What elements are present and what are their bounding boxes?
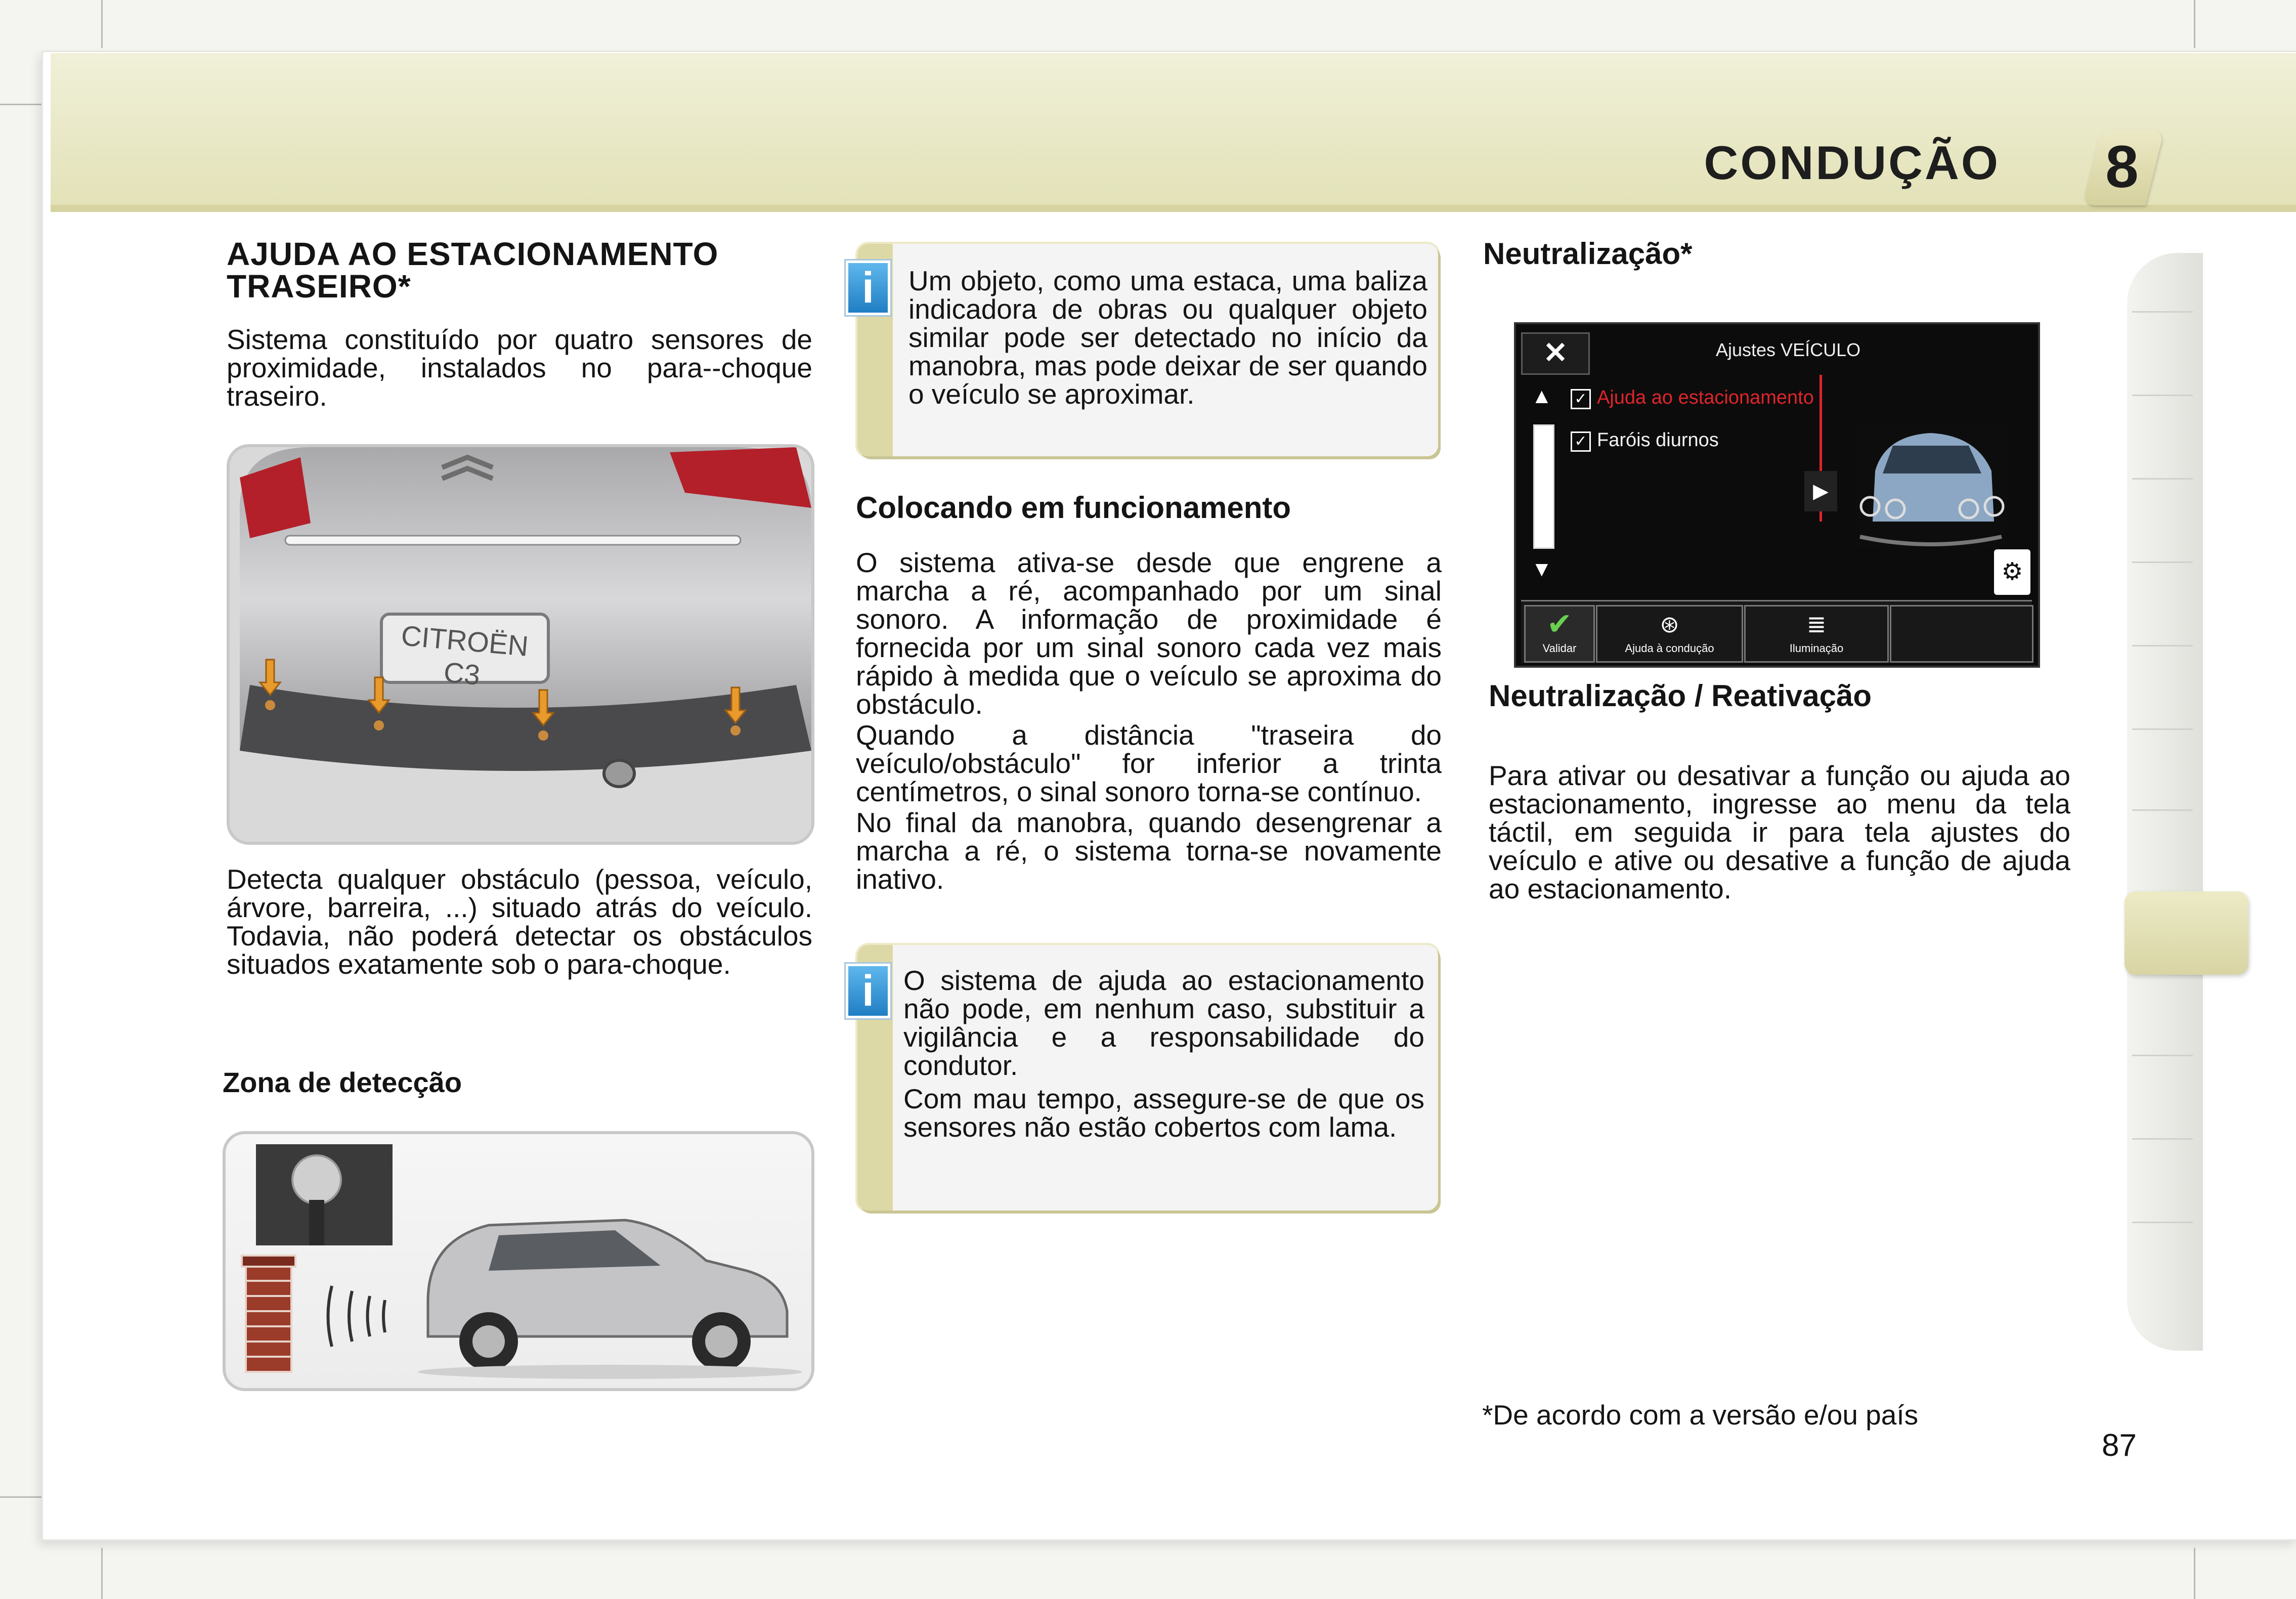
activation-paragraph-1: O sistema ativa-se desde que engrene a marcha a ré, acompanhado por um sinal sonoro. A informação de proximidade é fornecida por um sinal sonoro cada vez mais rápido à medida que o veículo se aproxima do obstáculo.	[856, 547, 1442, 720]
arrow-up-icon[interactable]: ▲	[1531, 384, 1552, 408]
edge-tab-divider	[2132, 561, 2193, 563]
steering-wheel-icon: ⊛	[1660, 611, 1679, 637]
edge-tab-divider	[2132, 478, 2193, 480]
neutralization-heading: Neutralização*	[1483, 237, 1693, 271]
edge-tab-divider	[2132, 395, 2193, 396]
activation-text	[856, 548, 1442, 893]
touchscreen-vehicle-settings	[1514, 322, 2040, 668]
model-badge: CITROËN C3	[400, 619, 530, 691]
section-title-line2: TRASEIRO*	[227, 268, 411, 305]
menu-item-parking-aid[interactable]: Ajuda ao estacionamento	[1597, 387, 1814, 408]
edge-tab-divider	[2132, 311, 2193, 313]
detection-zone-heading: Zona de detecção	[223, 1066, 462, 1098]
tab-validate[interactable]	[1524, 605, 1595, 663]
page-number: 87	[2102, 1428, 2137, 1463]
menu-item-daytime-lights[interactable]: Faróis diurnos	[1597, 429, 1719, 451]
section-title	[227, 236, 834, 305]
crop-mark	[0, 1496, 48, 1498]
tab-lighting[interactable]	[1744, 605, 1889, 663]
scrollbar[interactable]	[1533, 424, 1554, 549]
section-title-line1: AJUDA AO ESTACIONAMENTO	[227, 236, 719, 272]
play-arrow-icon[interactable]: ▶	[1804, 471, 1837, 511]
edge-tab-divider	[2132, 645, 2193, 646]
activation-paragraph-2: Quando a distância "traseira do veículo/obstáculo" for inferior a trinta centímetros, o sinal sonoro torna-se contínuo.	[856, 719, 1442, 807]
info-icon: i	[846, 261, 890, 315]
info-note-2-paragraph-2: Com mau tempo, assegure-se de que os sensores não estão cobertos com lama.	[903, 1083, 1424, 1143]
close-icon[interactable]: ✕	[1521, 332, 1590, 375]
check-icon: ✔	[1546, 607, 1573, 641]
chapter-title: CONDUÇÃO	[1704, 136, 2000, 189]
crop-mark	[2194, 0, 2195, 48]
arrow-down-icon[interactable]: ▼	[1531, 557, 1552, 581]
tab-driving-aid[interactable]	[1596, 605, 1743, 663]
crop-mark	[2194, 1548, 2195, 1599]
detection-zone-illustration	[223, 1131, 814, 1391]
info-note-text-1: Um objeto, como uma estaca, uma baliza indicadora de obras ou qualquer objeto similar pode ser detectado no início da manobra, mas pode deixar de ser quando o veículo se aproximar.	[908, 265, 1427, 410]
info-note-text-2	[903, 966, 1424, 1141]
info-note-2-paragraph-1: O sistema de ajuda ao estacionamento não pode, em nenhum caso, substituir a vigilância e a responsabilidade do condutor.	[903, 965, 1424, 1081]
intro-text: Sistema constituído por quatro sensores de proximidade, instalados no para--choque traseiro.	[227, 324, 812, 412]
edge-thumb-tabs	[2127, 253, 2203, 1351]
headlight-icon: ≣	[1806, 611, 1827, 637]
car-detection-diagram	[226, 1134, 811, 1388]
neutralization-text: Para ativar ou desativar a função ou ajuda ao estacionamento, ingresse ao menu da tela táctil, em seguida ir para tela ajustes do veículo e ative ou desative a função de ajuda ao estacionamento.	[1489, 760, 2070, 904]
tab-driving-aid-label: Ajuda à condução	[1625, 642, 1714, 655]
crop-mark	[101, 0, 103, 48]
checkbox-icon[interactable]: ✓	[1571, 389, 1591, 409]
edge-tab-divider	[2132, 1138, 2193, 1140]
tab-empty	[1890, 605, 2033, 663]
detection-text: Detecta qualquer obstáculo (pessoa, veículo, árvore, barreira, ...) situado atrás do veículo. Todavia, não poderá detectar os obstáculos situados exatamente sob o para-choque.	[227, 863, 812, 980]
edge-tab-active[interactable]	[2125, 891, 2248, 975]
edge-tab-divider	[2132, 1222, 2193, 1223]
activation-paragraph-3: No final da manobra, quando desengrenar a marcha a ré, o sistema torna-se novamente inativo.	[856, 807, 1442, 895]
neutralization-reactivation-heading: Neutralização / Reativação	[1489, 679, 1872, 713]
rear-bumper-photo	[227, 444, 814, 845]
screen-car-image	[1855, 425, 2007, 547]
crop-mark	[101, 1548, 103, 1599]
tab-validate-label: Validar	[1542, 642, 1577, 655]
settings-person-icon[interactable]: ⚙	[1994, 549, 2030, 595]
section-heading-activation: Colocando em funcionamento	[856, 491, 1291, 525]
edge-tab-divider	[2132, 1055, 2193, 1056]
crop-mark	[0, 104, 48, 105]
edge-tab-divider	[2132, 809, 2193, 811]
tab-lighting-label: Iluminação	[1789, 642, 1844, 655]
checkbox-icon[interactable]: ✓	[1571, 431, 1591, 452]
info-icon: i	[846, 964, 890, 1018]
edge-tab-divider	[2132, 728, 2193, 730]
screen-title: Ajustes VEÍCULO	[1716, 339, 1861, 360]
footnote: *De acordo com a versão e/ou país	[1482, 1399, 1919, 1431]
chapter-number: 8	[2105, 134, 2139, 200]
